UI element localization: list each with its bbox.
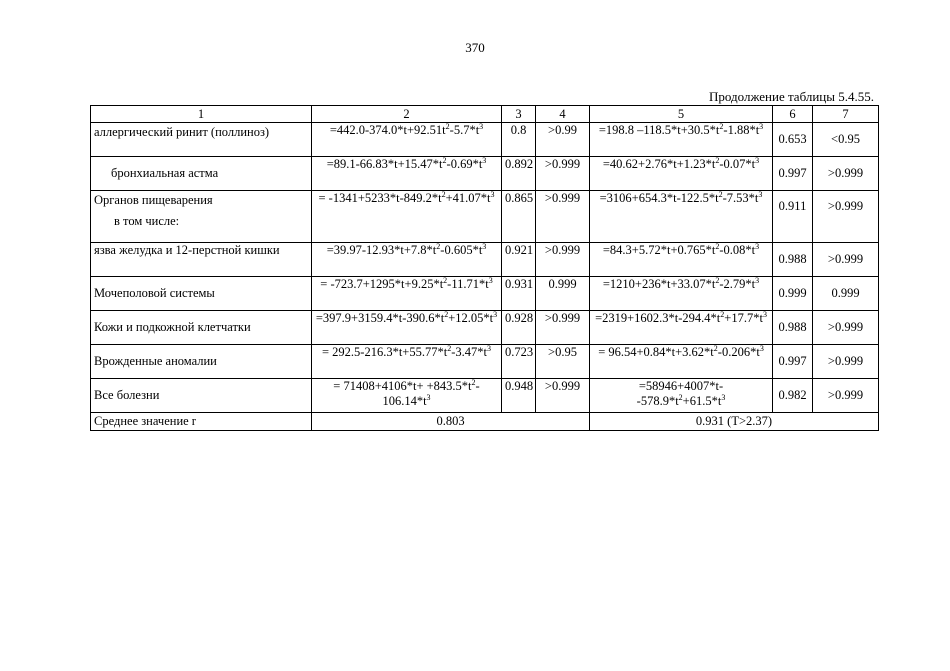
correlation-1: 0.892 <box>502 157 536 191</box>
correlation-2: 0.653 <box>773 123 813 157</box>
significance-1: >0.999 <box>536 191 590 243</box>
significance-1: >0.99 <box>536 123 590 157</box>
header-cell-7: 7 <box>813 106 879 123</box>
equation-1: $=89.1-66.83*t+15.47*t^2-0.69*t^3$ <box>312 157 502 191</box>
table-row <box>91 311 879 345</box>
equation-2: =198.8 $-118.5*t+30.5*t^2-1.88*t^3$ <box>590 123 773 157</box>
correlation-2: 0.988 <box>773 311 813 345</box>
equation-2: $=2319+1602.3*t-294.4*t^2+17.7*t^3$ <box>590 311 773 345</box>
table-continuation-caption: Продолжение таблицы 5.4.55. <box>709 89 874 104</box>
correlation-1: 0.865 <box>502 191 536 243</box>
equation-2: $=40.62+2.76*t+1.23*t^2-0.07*t^3$ <box>590 157 773 191</box>
header-cell-6: 6 <box>773 106 813 123</box>
correlation-1: 0.948 <box>502 379 536 413</box>
table-row <box>91 345 879 379</box>
significance-2: >0.999 <box>813 191 879 243</box>
significance-2: >0.999 <box>813 243 879 277</box>
equation-1: = $-1341+5233*t-849.2*t^2+41.07*t^3$ <box>312 191 502 243</box>
disease-label: Все болезни <box>91 379 312 413</box>
correlation-1: 0.723 <box>502 345 536 379</box>
significance-1: >0.999 <box>536 311 590 345</box>
correlation-1: 0.921 <box>502 243 536 277</box>
equation-1: = $292.5-216.3*t+55.77*t^2-3.47*t^3$ <box>312 345 502 379</box>
equation-1: = $71408+4106*t+ +843.5*t^2-106.14*t^3$ <box>312 379 502 413</box>
table-row <box>91 379 879 413</box>
significance-1: >0.999 <box>536 379 590 413</box>
disease-label: аллергический ринит (поллиноз) <box>91 123 312 157</box>
disease-label: Врожденные аномалии <box>91 345 312 379</box>
correlation-2: 0.988 <box>773 243 813 277</box>
significance-2: >0.999 <box>813 379 879 413</box>
table-row <box>91 123 879 157</box>
equation-2: =58946+4007*t- $-578.9*t^2+61.5*t^3$ <box>590 379 773 413</box>
correlation-2: 0.999 <box>773 277 813 311</box>
mean-label: Среднее значение r <box>91 413 312 431</box>
equation-2: = $96.54+0.84*t+3.62*t^2-0.206*t^3$ <box>590 345 773 379</box>
equation-1: = $-723.7+1295*t+9.25*t^2-11.71*t^3$ <box>312 277 502 311</box>
correlation-1: 0.8 <box>502 123 536 157</box>
disease-label: Мочеполовой системы <box>91 277 312 311</box>
header-cell-5: 5 <box>590 106 773 123</box>
equation-1: $=442.0-374.0*t+92.51t^2-5.7*t^3$ <box>312 123 502 157</box>
correlation-2: 0.982 <box>773 379 813 413</box>
regression-table <box>90 105 879 431</box>
mean-value-2: 0.931 (T>2.37) <box>590 413 879 431</box>
table-row <box>91 243 879 277</box>
equation-1: $=39.97-12.93*t+7.8*t^2-0.605*t^3$ <box>312 243 502 277</box>
table-row <box>91 157 879 191</box>
significance-1: >0.999 <box>536 243 590 277</box>
correlation-2: 0.997 <box>773 157 813 191</box>
disease-label: бронхиальная астма <box>91 157 312 191</box>
table-row <box>91 191 879 243</box>
significance-2: <0.95 <box>813 123 879 157</box>
significance-1: >0.95 <box>536 345 590 379</box>
equation-2: $=1210+236*t+33.07*t^2-2.79*t^3$ <box>590 277 773 311</box>
equation-2: $=84.3+5.72*t+0.765*t^2-0.08*t^3$ <box>590 243 773 277</box>
page-number: 370 <box>465 40 485 55</box>
header-cell-4: 4 <box>536 106 590 123</box>
significance-2: >0.999 <box>813 345 879 379</box>
equation-1: $=397.9+3159.4*t-390.6*t^2+12.05*t^3$ <box>312 311 502 345</box>
equation-2: $=3106+654.3*t-122.5*t^2-7.53*t^3$ <box>590 191 773 243</box>
significance-2: 0.999 <box>813 277 879 311</box>
table-header-row <box>91 106 879 123</box>
disease-label: язва желудка и 12-перстной кишки <box>91 243 312 277</box>
table-row <box>91 277 879 311</box>
mean-value-1: 0.803 <box>312 413 590 431</box>
significance-2: >0.999 <box>813 311 879 345</box>
table-footer-row <box>91 413 879 431</box>
disease-label-text: Органов пищеварения <box>94 193 213 207</box>
correlation-1: 0.928 <box>502 311 536 345</box>
significance-1: >0.999 <box>536 157 590 191</box>
significance-2: >0.999 <box>813 157 879 191</box>
header-cell-1: 1 <box>91 106 312 123</box>
correlation-1: 0.931 <box>502 277 536 311</box>
correlation-2: 0.911 <box>773 191 813 243</box>
disease-label <box>91 191 312 243</box>
sub-label: в том числе: <box>114 214 180 228</box>
significance-1: 0.999 <box>536 277 590 311</box>
disease-label: Кожи и подкожной клетчатки <box>91 311 312 345</box>
header-cell-3: 3 <box>502 106 536 123</box>
correlation-2: 0.997 <box>773 345 813 379</box>
header-cell-2: 2 <box>312 106 502 123</box>
